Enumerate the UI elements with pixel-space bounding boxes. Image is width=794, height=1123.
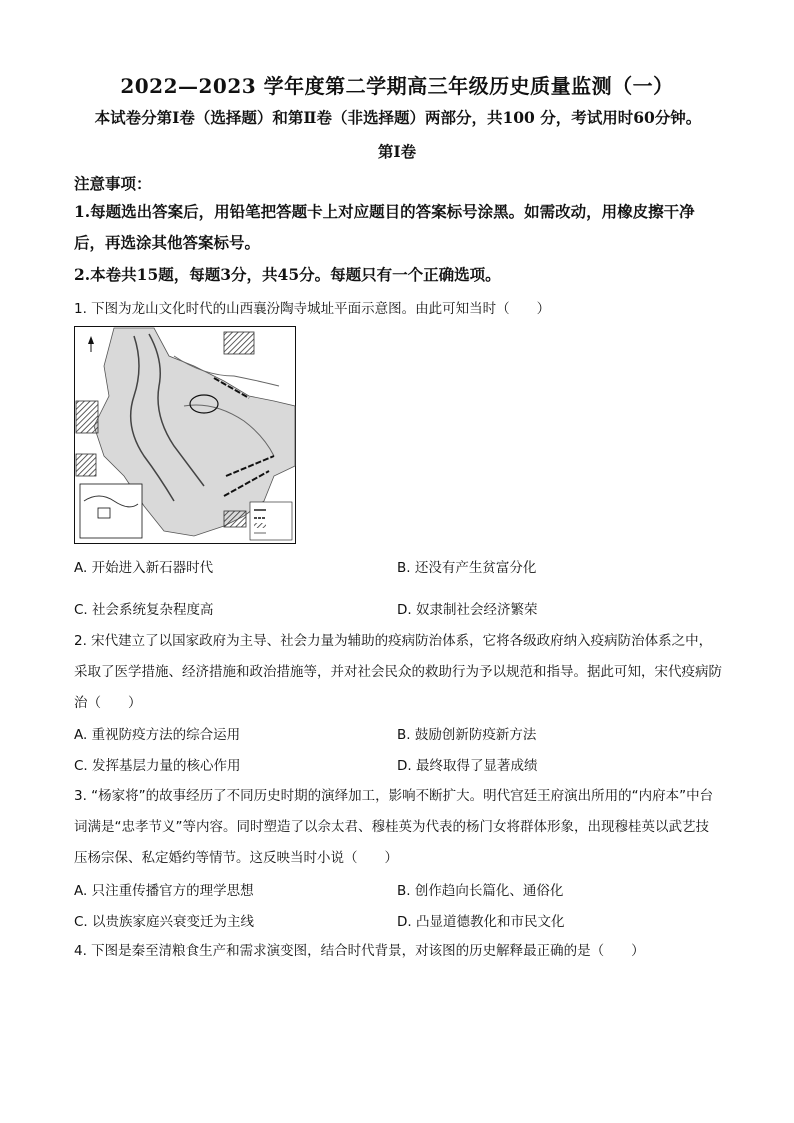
- question-4-stem: 4. 下图是秦至清粮食生产和需求演变图，结合时代背景，对该图的历史解释最正确的是（ ）: [74, 943, 645, 959]
- question-2-stem: 2. 宋代建立了以国家政府为主导、社会力量为辅助的疫病防治体系，它将各级政府纳入疫病防治体系之中，采取了医学措施、经济措施和政治措施等，并对社会民众的救助行为予以规范和指导。据此可知，宋代疫病防治（ ）: [74, 633, 722, 711]
- exam-subtitle: 本试卷分第Ⅰ卷（选择题）和第Ⅱ卷（非选择题）两部分，共100 分，考试用时60分钟。: [94, 108, 702, 127]
- exam-title: 2022—2023 学年度第二学期高三年级历史质量监测（一）: [120, 74, 674, 98]
- question-2-option-a[interactable]: A. 重视防疫方法的综合运用: [74, 727, 241, 743]
- question-2-option-c[interactable]: C. 发挥基层力量的核心作用: [74, 758, 241, 774]
- question-1-option-b[interactable]: B. 还没有产生贫富分化: [397, 560, 537, 576]
- question-3-option-a[interactable]: A. 只注重传播官方的理学思想: [74, 883, 254, 899]
- note-item-2: 2.本卷共15题，每题3分，共45分。每题只有一个正确选项。: [74, 265, 501, 284]
- question-1-option-a[interactable]: A. 开始进入新石器时代: [74, 560, 214, 576]
- question-3-option-c[interactable]: C. 以贵族家庭兴衰变迁为主线: [74, 914, 255, 930]
- section-heading: 第Ⅰ卷: [377, 142, 417, 161]
- question-3-option-b[interactable]: B. 创作趋向长篇化、通俗化: [397, 883, 564, 899]
- question-2-option-b[interactable]: B. 鼓励创新防疫新方法: [397, 727, 537, 743]
- question-1-option-c[interactable]: C. 社会系统复杂程度高: [74, 602, 214, 618]
- question-3-stem: 3. “杨家将”的故事经历了不同历史时期的演绎加工，影响不断扩大。明代宫廷王府演出所用的“内府本”中台词满是“忠孝节义”等内容。同时塑造了以佘太君、穆桂英为代表的杨门女将群体形象，出现穆桂英以武艺技压杨宗保、私定婚约等情节。这反映当时小说（ ）: [74, 788, 714, 866]
- note-item-1: 1.每题选出答案后，用铅笔把答题卡上对应题目的答案标号涂黑。如需改动，用橡皮擦干净后，再选涂其他答案标号。: [74, 202, 695, 252]
- notes-title: 注意事项：: [74, 174, 152, 193]
- question-1-stem: 1. 下图为龙山文化时代的山西襄汾陶寺城址平面示意图。由此可知当时（ ）: [74, 301, 551, 317]
- question-1-option-d[interactable]: D. 奴隶制社会经济繁荣: [397, 602, 538, 618]
- question-2-option-d[interactable]: D. 最终取得了显著成绩: [397, 758, 538, 774]
- taosi-site-map: [74, 326, 296, 544]
- question-3-option-d[interactable]: D. 凸显道德教化和市民文化: [397, 914, 565, 930]
